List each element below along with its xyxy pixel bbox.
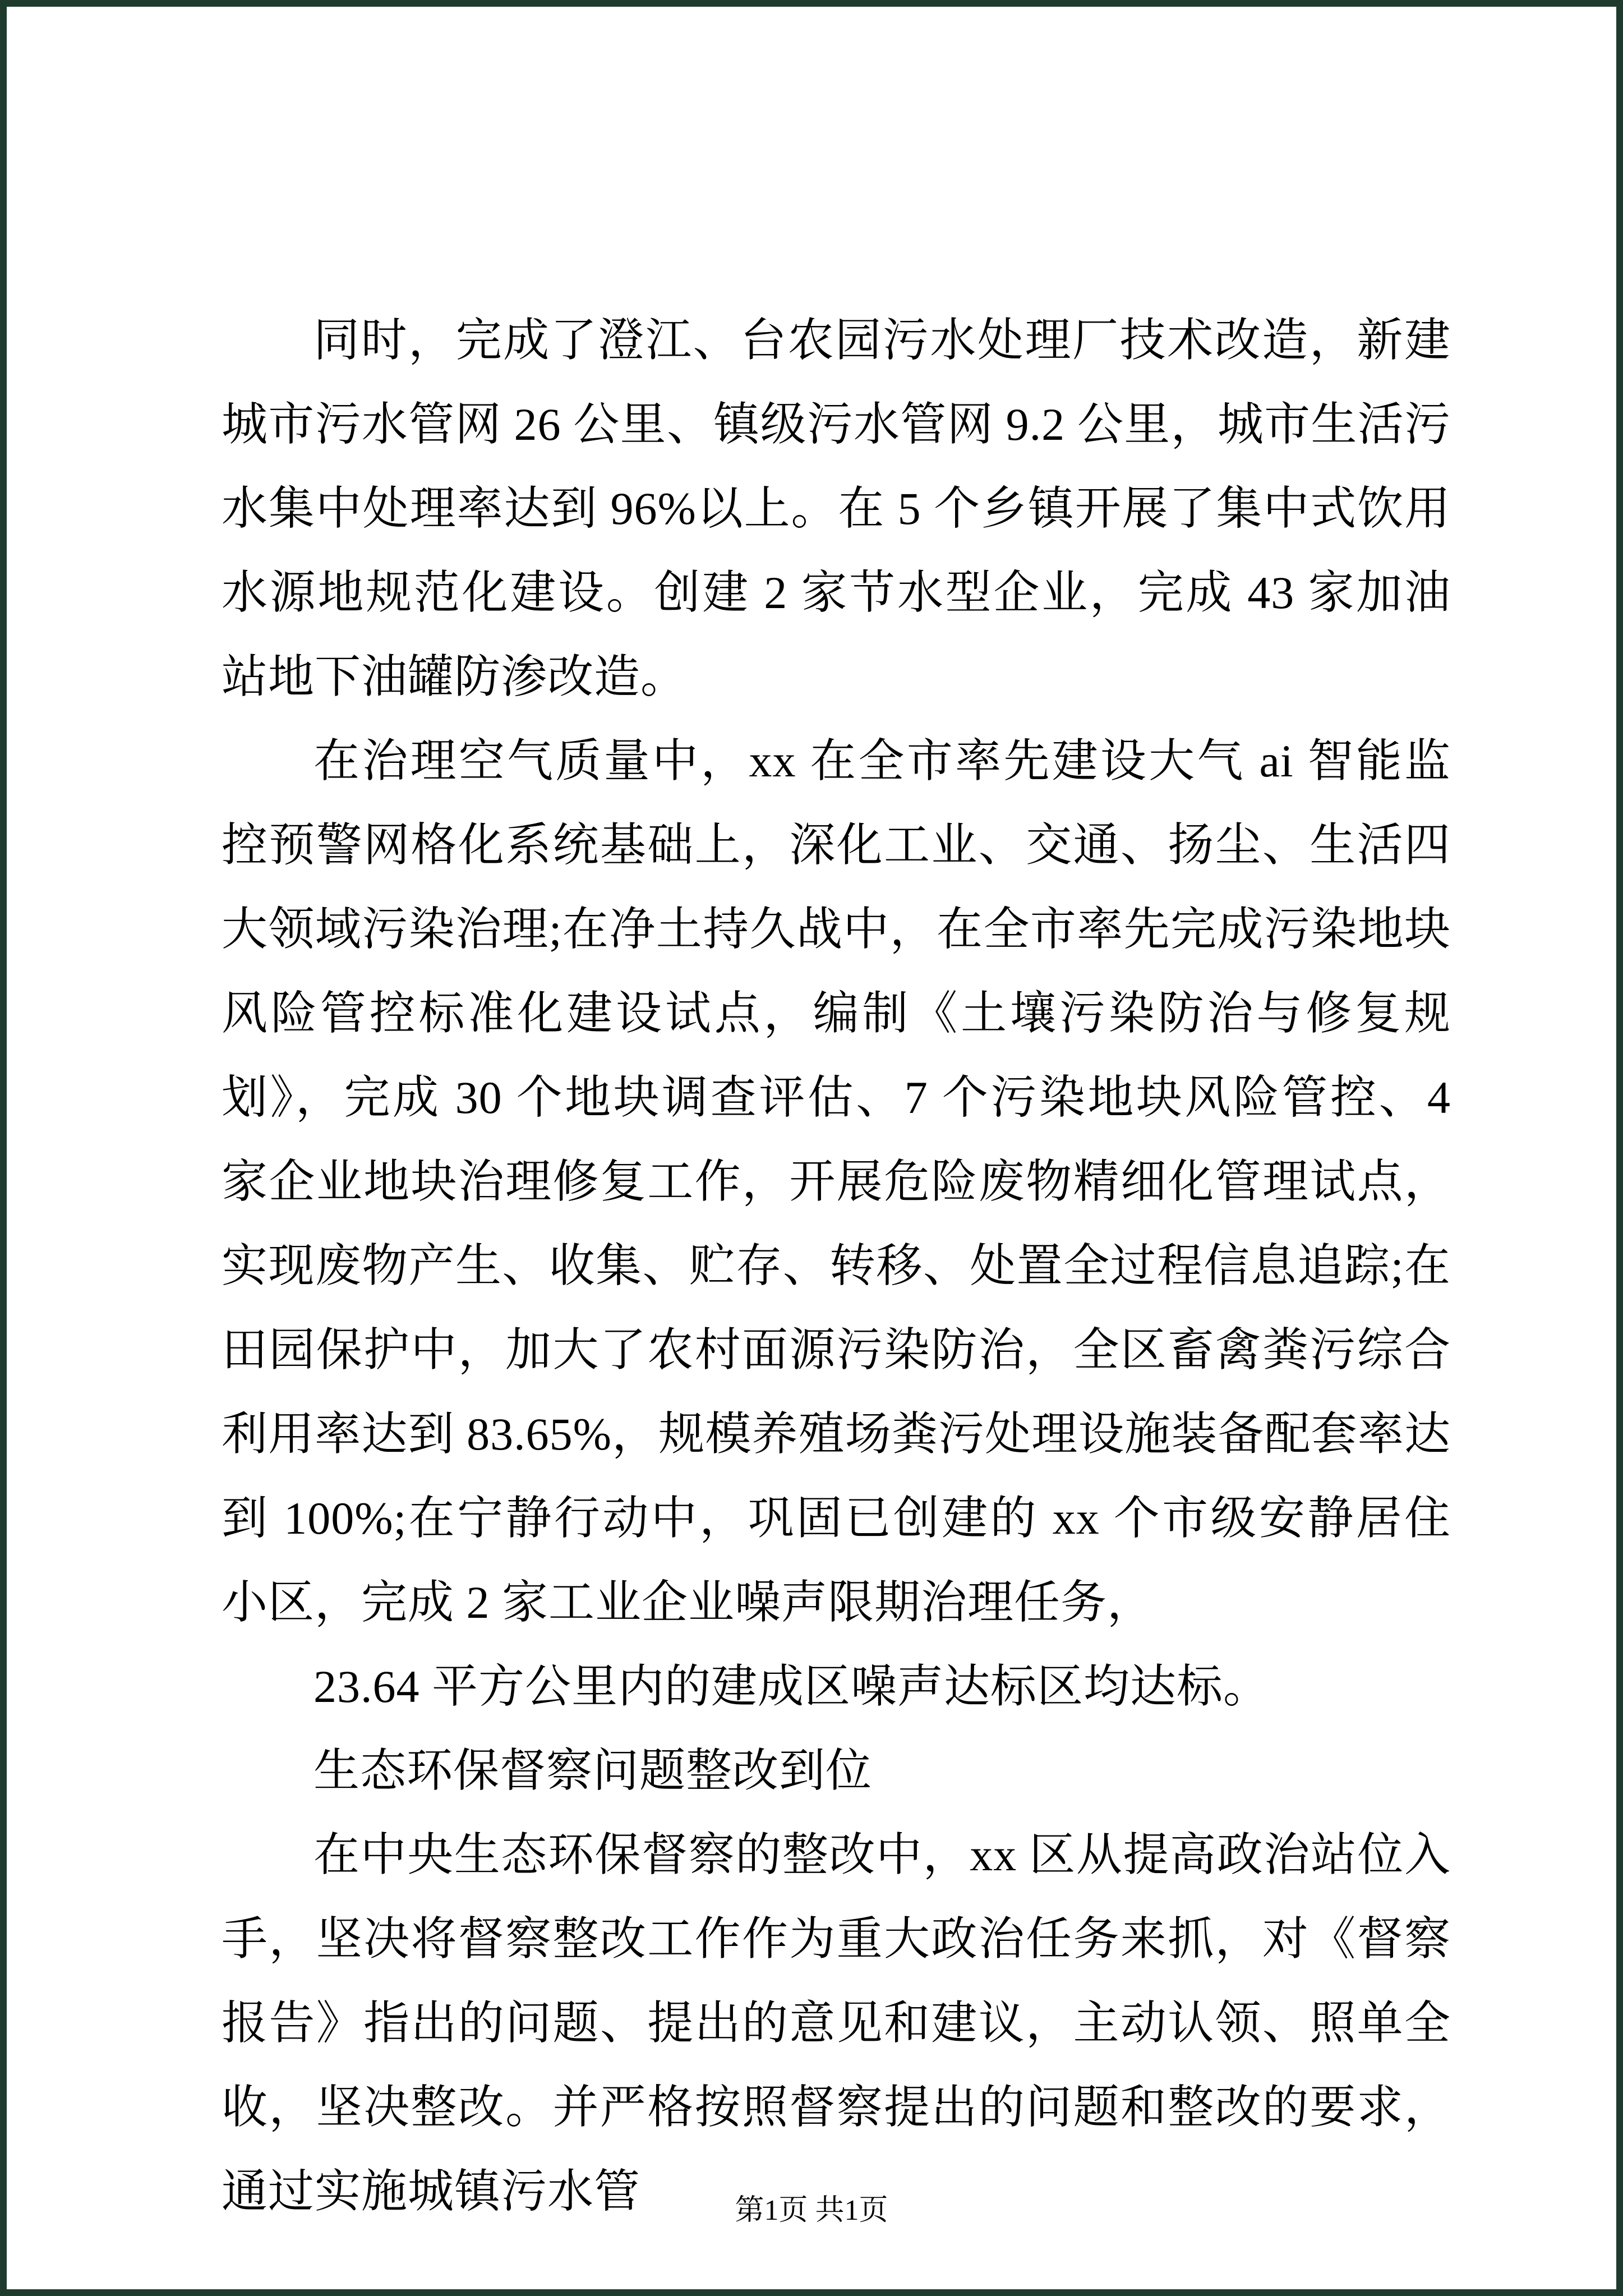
document-body: [222, 298, 1451, 2234]
paragraph: 23.64 平方公里内的建成区噪声达标区均达标。: [313, 1661, 1270, 1712]
paragraph: 在中央生态环保督察的整改中，xx 区从提高政治站位入手，坚决将督察整改工作作为重大政治任务来抓，对《督察报告》指出的问题、提出的意见和建议，主动认领、照单全收，坚决整改。并严格按照督察提出的问题和整改的要求，通过实施城镇污水管: [222, 1829, 1451, 2217]
section-heading: 生态环保督察问题整改到位: [313, 1745, 873, 1796]
page-footer: 第1页 共1页: [735, 2194, 888, 2226]
paragraph: 同时，完成了澄江、台农园污水处理厂技术改造，新建城市污水管网 26 公里、镇级污水管网 9.2 公里，城市生活污水集中处理率达到 96%以上。在 5 个乡镇开展了集中式饮用水源地规范化建设。创建 2 家节水型企业，完成 43 家加油站地下油罐防渗改造。: [222, 315, 1451, 702]
paragraph: 在治理空气质量中，xx 在全市率先建设大气 ai 智能监控预警网格化系统基础上，深化工业、交通、扬尘、生活四大领域污染治理;在净土持久战中，在全市率先完成污染地块风险管控标准化建设试点，编制《土壤污染防治与修复规划》，完成 30 个地块调查评估、7 个污染地块风险管控、4 家企业地块治理修复工作，开展危险废物精细化管理试点，实现废物产生、收集、贮存、转移、处置全过程信息追踪;在田园保护中，加大了农村面源污染防治，全区畜禽粪污综合利用率达到 83.65%，规模养殖场粪污处理设施装备配套率达到 100%;在宁静行动中，巩固已创建的 xx 个市级安静居住小区，完成 2 家工业企业噪声限期治理任务，: [222, 735, 1451, 1628]
